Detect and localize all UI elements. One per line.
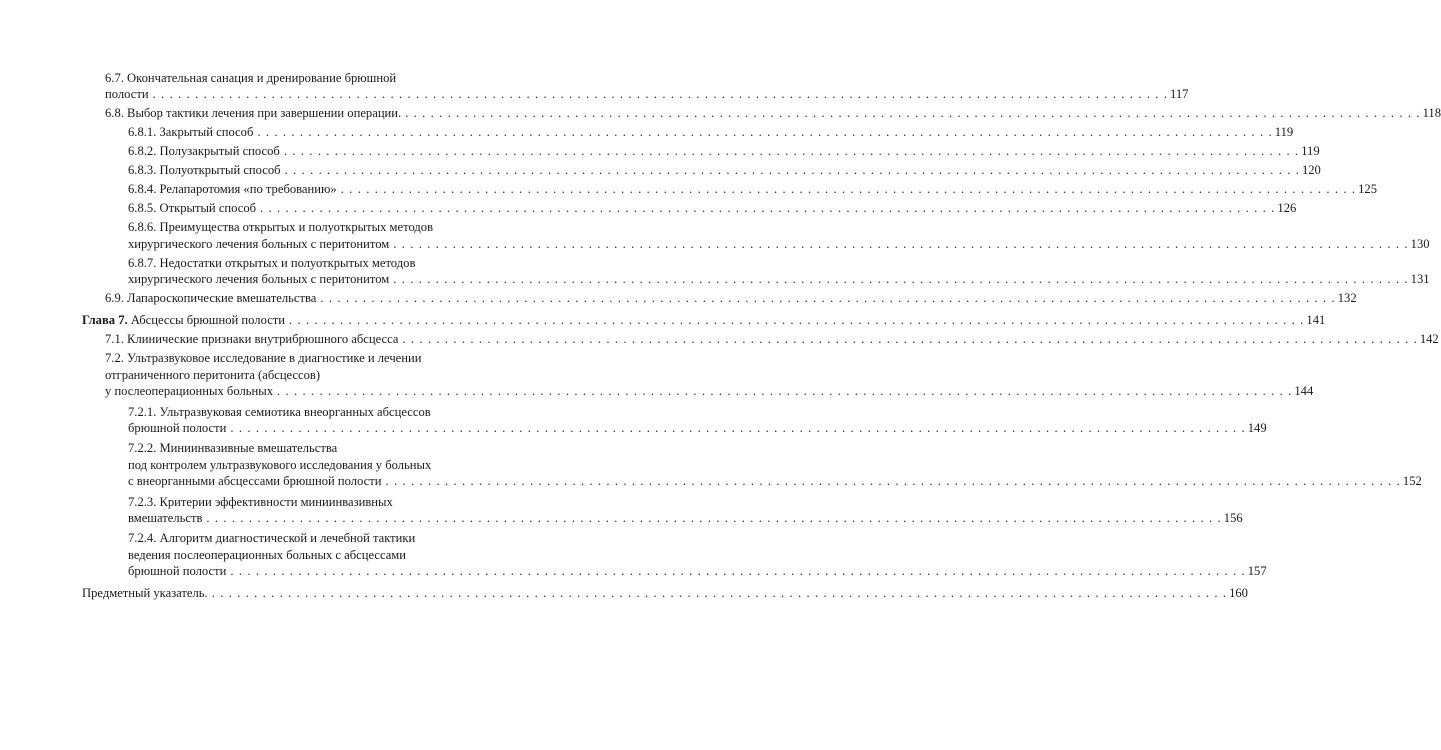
page-number: 149: [1247, 420, 1267, 435]
toc-entry[interactable]: [105, 290, 1357, 306]
toc-entry[interactable]: [128, 440, 1422, 489]
entry-title-line: хирургического лечения больных с перитонитом: [128, 272, 390, 287]
entry-title-line: Предметный указатель.: [82, 586, 208, 601]
page-number: 119: [1301, 144, 1320, 159]
chapter-label: Глава 7.: [82, 313, 128, 328]
toc-entry[interactable]: [128, 219, 1430, 252]
dot-leader: . . . . . . . . . . . . . . . . . . . . . . . . . . . . . . . . . . . . . . . . . . . . . . . . . . . . . . . . . . . . . . . . . . . . . . . . . . . . . . . . . . . . . . . . . . . . . . . . . . . . . . . . . . . . . . . . . . . . . . . .: [211, 586, 1228, 601]
dot-leader: . . . . . . . . . . . . . . . . . . . . . . . . . . . . . . . . . . . . . . . . . . . . . . . . . . . . . . . . . . . . . . . . . . . . . . . . . . . . . . . . . . . . . . . . . . . . . . . . . . . . . . . . . . . . . . . . . . . . . . . .: [230, 420, 1246, 435]
page-number: 131: [1410, 272, 1430, 287]
dot-leader: . . . . . . . . . . . . . . . . . . . . . . . . . . . . . . . . . . . . . . . . . . . . . . . . . . . . . . . . . . . . . . . . . . . . . . . . . . . . . . . . . . . . . . . . . . . . . . . . . . . . . . . . . . . . . . . . . . . . . . . .: [393, 272, 1409, 287]
page-number: 141: [1306, 313, 1326, 328]
page-number: 157: [1247, 564, 1267, 579]
page-number: 160: [1229, 586, 1248, 601]
dot-leader: . . . . . . . . . . . . . . . . . . . . . . . . . . . . . . . . . . . . . . . . . . . . . . . . . . . . . . . . . . . . . . . . . . . . . . . . . . . . . . . . . . . . . . . . . . . . . . . . . . . . . . . . . . . . . . . . . . . . . . . .: [277, 384, 1293, 399]
entry-title-line: вмешательств: [128, 510, 203, 525]
toc-chapter-entry[interactable]: [82, 312, 1326, 328]
entry-title-line: 7.2.2. Миниинвазивные вмешательства: [128, 441, 338, 456]
toc-entry[interactable]: [105, 105, 1441, 121]
entry-title-line: 7.2. Ультразвуковое исследование в диагностике и лечении: [105, 351, 422, 366]
page-number: 152: [1402, 474, 1422, 489]
entry-title-line: 6.9. Лапароскопические вмешательства: [105, 291, 317, 306]
page-number: 126: [1277, 201, 1297, 216]
dot-leader: . . . . . . . . . . . . . . . . . . . . . . . . . . . . . . . . . . . . . . . . . . . . . . . . . . . . . . . . . . . . . . . . . . . . . . . . . . . . . . . . . . . . . . . . . . . . . . . . . . . . . . . . . . . . . . . . . . . . . . . .: [230, 564, 1246, 579]
dot-leader: . . . . . . . . . . . . . . . . . . . . . . . . . . . . . . . . . . . . . . . . . . . . . . . . . . . . . . . . . . . . . . . . . . . . . . . . . . . . . . . . . . . . . . . . . . . . . . . . . . . . . . . . . . . . . . . . . . . . . . . .: [289, 313, 1305, 328]
entry-title: Абсцессы брюшной полости: [130, 313, 286, 328]
entry-title-line: хирургического лечения больных с перитонитом: [128, 236, 390, 251]
dot-leader: . . . . . . . . . . . . . . . . . . . . . . . . . . . . . . . . . . . . . . . . . . . . . . . . . . . . . . . . . . . . . . . . . . . . . . . . . . . . . . . . . . . . . . . . . . . . . . . . . . . . . . . . . . . . . . . . . . . . . . . .: [152, 87, 1168, 102]
toc-entry[interactable]: [105, 331, 1439, 347]
page-number: 130: [1410, 236, 1430, 251]
dot-leader: . . . . . . . . . . . . . . . . . . . . . . . . . . . . . . . . . . . . . . . . . . . . . . . . . . . . . . . . . . . . . . . . . . . . . . . . . . . . . . . . . . . . . . . . . . . . . . . . . . . . . . . . . . . . . . . . . . . . . . . .: [385, 474, 1401, 489]
entry-title-line: 6.8. Выбор тактики лечения при завершении операции.: [105, 106, 402, 121]
toc-entry[interactable]: [128, 181, 1377, 197]
dot-leader: . . . . . . . . . . . . . . . . . . . . . . . . . . . . . . . . . . . . . . . . . . . . . . . . . . . . . . . . . . . . . . . . . . . . . . . . . . . . . . . . . . . . . . . . . . . . . . . . . . . . . . . . . . . . . . . . . . . . . . . .: [284, 163, 1300, 178]
toc-entry[interactable]: [128, 255, 1430, 288]
toc-entry[interactable]: [128, 200, 1297, 216]
dot-leader: . . . . . . . . . . . . . . . . . . . . . . . . . . . . . . . . . . . . . . . . . . . . . . . . . . . . . . . . . . . . . . . . . . . . . . . . . . . . . . . . . . . . . . . . . . . . . . . . . . . . . . . . . . . . . . . . . . . . . . . .: [340, 182, 1357, 197]
page-number: 120: [1301, 163, 1321, 178]
toc-entry[interactable]: [82, 585, 1248, 601]
dot-leader: . . . . . . . . . . . . . . . . . . . . . . . . . . . . . . . . . . . . . . . . . . . . . . . . . . . . . . . . . . . . . . . . . . . . . . . . . . . . . . . . . . . . . . . . . . . . . . . . . . . . . . . . . . . . . . . . . . . . . . . .: [260, 201, 1276, 216]
entry-title-line: 7.2.1. Ультразвуковая семиотика внеорганных абсцессов: [128, 404, 431, 419]
dot-leader: . . . . . . . . . . . . . . . . . . . . . . . . . . . . . . . . . . . . . . . . . . . . . . . . . . . . . . . . . . . . . . . . . . . . . . . . . . . . . . . . . . . . . . . . . . . . . . . . . . . . . . . . . . . . . . . . . . . . . . . .: [405, 106, 1421, 121]
entry-title-line: с внеорганными абсцессами брюшной полости: [128, 474, 382, 489]
dot-leader: . . . . . . . . . . . . . . . . . . . . . . . . . . . . . . . . . . . . . . . . . . . . . . . . . . . . . . . . . . . . . . . . . . . . . . . . . . . . . . . . . . . . . . . . . . . . . . . . . . . . . . . . . . . . . . . . . . . . . . . .: [283, 144, 1300, 159]
dot-leader: . . . . . . . . . . . . . . . . . . . . . . . . . . . . . . . . . . . . . . . . . . . . . . . . . . . . . . . . . . . . . . . . . . . . . . . . . . . . . . . . . . . . . . . . . . . . . . . . . . . . . . . . . . . . . . . . . . . . . . . .: [257, 125, 1273, 140]
toc-entry[interactable]: [128, 162, 1321, 178]
entry-title-line: 7.2.4. Алгоритм диагностической и лечебной тактики: [128, 531, 416, 546]
page-number: 125: [1358, 182, 1377, 197]
dot-leader: . . . . . . . . . . . . . . . . . . . . . . . . . . . . . . . . . . . . . . . . . . . . . . . . . . . . . . . . . . . . . . . . . . . . . . . . . . . . . . . . . . . . . . . . . . . . . . . . . . . . . . . . . . . . . . . . . . . . . . . .: [320, 291, 1336, 306]
dot-leader: . . . . . . . . . . . . . . . . . . . . . . . . . . . . . . . . . . . . . . . . . . . . . . . . . . . . . . . . . . . . . . . . . . . . . . . . . . . . . . . . . . . . . . . . . . . . . . . . . . . . . . . . . . . . . . . . . . . . . . . .: [402, 332, 1418, 347]
entry-title-line: полости: [105, 87, 149, 102]
entry-title-line: 7.1. Клинические признаки внутрибрюшного абсцесса: [105, 332, 399, 347]
dot-leader: . . . . . . . . . . . . . . . . . . . . . . . . . . . . . . . . . . . . . . . . . . . . . . . . . . . . . . . . . . . . . . . . . . . . . . . . . . . . . . . . . . . . . . . . . . . . . . . . . . . . . . . . . . . . . . . . . . . . . . . .: [393, 236, 1409, 251]
page-number: 132: [1337, 291, 1357, 306]
entry-title-line: под контролем ультразвукового исследования у больных: [128, 457, 432, 472]
toc-entry[interactable]: [128, 494, 1243, 527]
toc-entry[interactable]: [105, 350, 1314, 399]
toc-entry[interactable]: [128, 124, 1294, 140]
entry-title-line: брюшной полости: [128, 420, 227, 435]
toc-entry[interactable]: [105, 70, 1189, 103]
page-number: 156: [1223, 510, 1243, 525]
entry-title-line: 6.8.2. Полузакрытый способ: [128, 144, 280, 159]
page-number: 119: [1274, 125, 1294, 140]
page-number: 118: [1422, 106, 1441, 121]
entry-title-line: у послеоперационных больных: [105, 384, 273, 399]
table-of-contents: [0, 70, 1441, 604]
toc-entry[interactable]: [128, 404, 1267, 437]
entry-title-line: 6.8.3. Полуоткрытый способ: [128, 163, 281, 178]
entry-title-line: 6.8.6. Преимущества открытых и полуоткрытых методов: [128, 220, 434, 235]
entry-title-line: 6.8.4. Релапаротомия «по требованию»: [128, 182, 337, 197]
toc-entry[interactable]: [128, 143, 1320, 159]
entry-title-line: брюшной полости: [128, 564, 227, 579]
toc-entry[interactable]: [128, 530, 1267, 579]
entry-title-line: 6.8.1. Закрытый способ: [128, 125, 254, 140]
entry-title-line: ведения послеоперационных больных с абсцессами: [128, 547, 407, 562]
page-number: 117: [1169, 87, 1189, 102]
entry-title-line: отграниченного перитонита (абсцессов): [105, 367, 321, 382]
dot-leader: . . . . . . . . . . . . . . . . . . . . . . . . . . . . . . . . . . . . . . . . . . . . . . . . . . . . . . . . . . . . . . . . . . . . . . . . . . . . . . . . . . . . . . . . . . . . . . . . . . . . . . . . . . . . . . . . . . . . . . . .: [206, 510, 1222, 525]
entry-title-line: 6.7. Окончательная санация и дренирование брюшной: [105, 71, 397, 85]
entry-title-line: 6.8.7. Недостатки открытых и полуоткрытых методов: [128, 255, 416, 270]
page-number: 142: [1419, 332, 1439, 347]
page-number: 144: [1294, 384, 1314, 399]
entry-title-line: 7.2.3. Критерии эффективности миниинвазивных: [128, 494, 393, 509]
entry-title-line: 6.8.5. Открытый способ: [128, 201, 257, 216]
